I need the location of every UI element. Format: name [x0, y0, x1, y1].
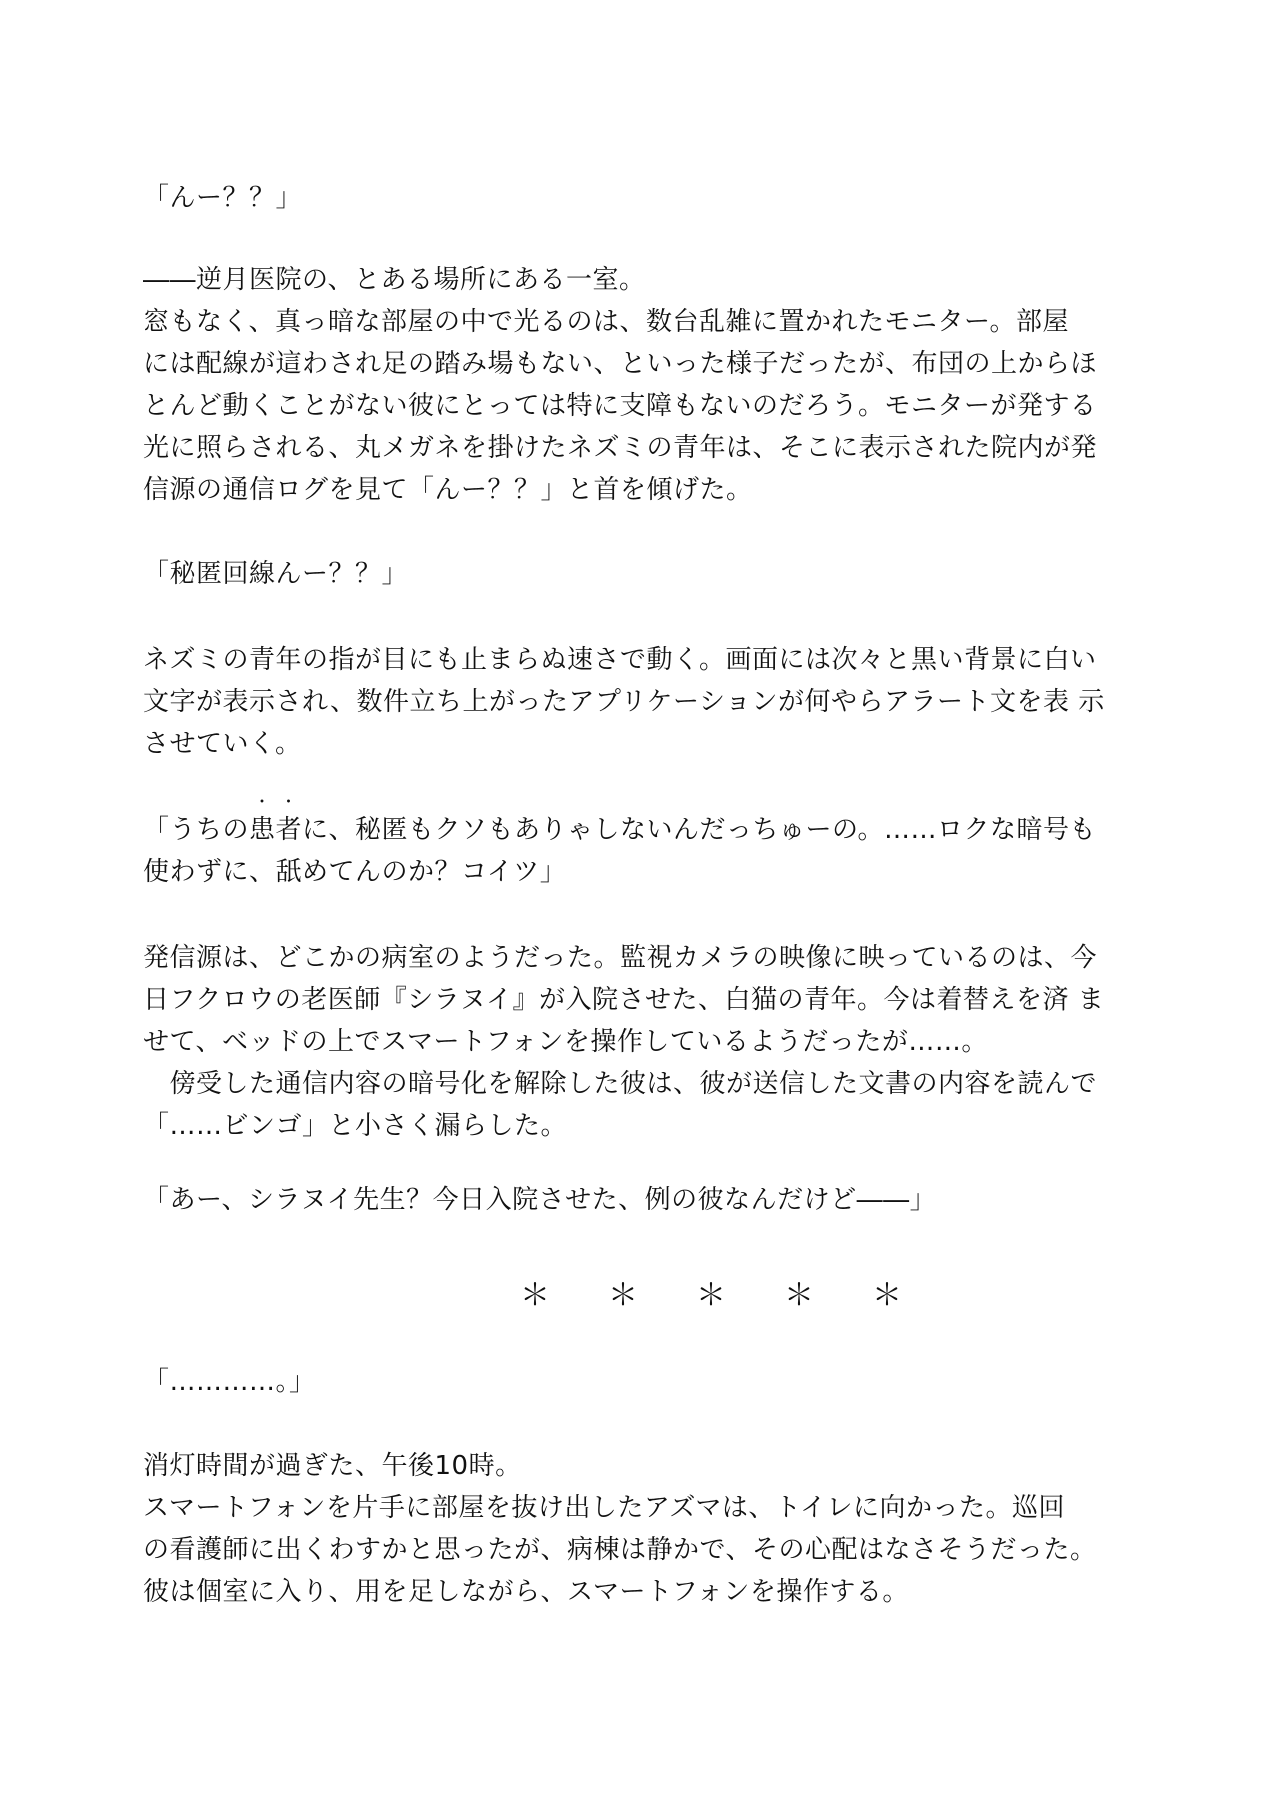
scene-break-separator: ＊ ＊ ＊ ＊ ＊: [520, 1278, 916, 1313]
dialogue-line: 「んー？？」: [143, 183, 303, 213]
emphasis-mark-text: ・ 患: [249, 812, 276, 848]
dialogue-line: 「あー、シラヌイ先生？今日入院させた、例の彼なんだけど――」: [143, 1185, 937, 1215]
dialogue-line: 「秘匿回線んー？？」: [143, 559, 409, 589]
narration-line: には配線が這わされ足の踏み場もない、といった様子だったが、布団の上からほ: [143, 349, 1098, 379]
narration-line: させていく。: [143, 729, 302, 759]
narration-line: 窓もなく、真っ暗な部屋の中で光るのは、数台乱雑に置かれたモニター。部屋: [143, 307, 1069, 337]
dialogue-line: [143, 812, 1096, 848]
narration-line: 光に照らされる、丸メガネを掛けたネズミの青年は、そこに表示された院内が発: [143, 433, 1098, 463]
narration-line: 文字が表示され、数件立ち上がったアプリケーションが何やらアラート文を表 示: [143, 687, 1105, 717]
narration-line: 「……ビンゴ」と小さく漏らした。: [143, 1111, 568, 1141]
narration-line: ネズミの青年の指が目にも止まらぬ速さで動く。画面には次々と黒い背景に白い: [143, 645, 1097, 675]
narration-line: とんど動くことがない彼にとっては特に支障もないのだろう。モニターが発する: [143, 391, 1097, 421]
narration-line: 信源の通信ログを見て「んー？？」と首を傾げた。: [143, 475, 753, 505]
narration-line: ――逆月医院の、とある場所にある一室。: [143, 265, 646, 295]
narration-line: せて、ベッドの上でスマートフォンを操作しているようだったが……。: [143, 1027, 988, 1057]
narration-line: 日フクロウの老医師『シラヌイ』が入院させた、白猫の青年。今は着替えを済 ま: [143, 985, 1105, 1015]
narration-line: 彼は個室に入り、用を足しながら、スマートフォンを操作する。: [143, 1577, 909, 1607]
narration-line: 発信源は、どこかの病室のようだった。監視カメラの映像に映っているのは、今: [143, 943, 1098, 973]
narration-line: の看護師に出くわすかと思ったが、病棟は静かで、その心配はなさそうだった。: [143, 1535, 1097, 1565]
narration-line: 消灯時間が過ぎた、午後10時。: [143, 1451, 522, 1481]
dialogue-line: 使わずに、舐めてんのか？コイツ」: [143, 857, 567, 887]
dialogue-text: に、秘匿もクソもありゃしないんだっちゅーの。……ロクな暗号も: [302, 815, 1097, 845]
dialogue-text: 「うちの: [143, 815, 250, 845]
narration-line: スマートフォンを片手に部屋を抜け出したアズマは、トイレに向かった。巡回: [143, 1493, 1066, 1523]
narration-line: 傍受した通信内容の暗号化を解除した彼は、彼が送信した文書の内容を読んで: [143, 1069, 1098, 1099]
dialogue-line: 「…………。」: [143, 1367, 316, 1397]
emphasis-mark-text: ・ 者: [276, 812, 303, 848]
